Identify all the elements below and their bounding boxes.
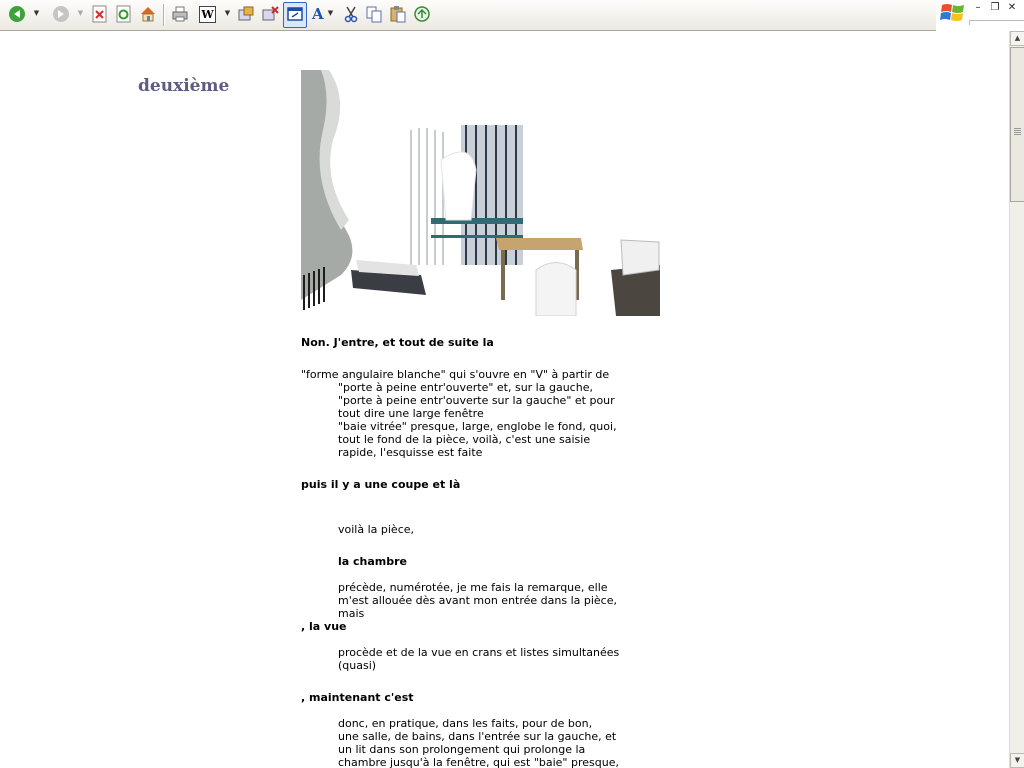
back-icon [8,5,26,23]
back-button[interactable] [8,5,26,23]
cut-icon [342,5,360,23]
browser-toolbar [0,0,936,31]
print-button[interactable] [171,5,189,23]
back-dropdown[interactable]: ▼ [33,9,40,17]
restore-button[interactable]: ❐ [990,2,1000,13]
forward-dropdown[interactable]: ▼ [77,9,84,17]
text-heading-4: , la vue [301,620,347,633]
discuss-icon [237,5,255,23]
vertical-scrollbar[interactable] [1009,31,1024,768]
new-window-icon [284,3,306,25]
paste-icon [389,5,407,23]
text-line: procède et de la vue en crans et listes simultanées [338,646,620,659]
refresh-page-icon [413,5,431,23]
throbber-divider [969,20,1024,25]
edit-dropdown[interactable]: ▼ [224,9,231,17]
messenger-icon [261,5,279,23]
text-line: tout dire une large fenêtre [338,407,484,420]
text-heading-5: , maintenant c'est [301,691,414,704]
home-button[interactable] [139,5,157,23]
forward-button[interactable] [52,5,70,23]
refresh-button[interactable] [115,5,133,23]
font-size-icon: A [312,5,324,23]
text-line: voilà la pièce, [338,523,415,536]
text-line: donc, en pratique, dans les faits, pour de bon, [338,717,593,730]
edit-button[interactable] [199,6,216,23]
stop-button[interactable] [91,5,109,23]
text-heading-3: la chambre [338,555,408,568]
home-icon [139,5,157,23]
copy-icon [365,5,383,23]
cut-button[interactable] [342,5,360,23]
font-size-dropdown[interactable]: ▼ [327,9,334,17]
room-photo [301,70,660,316]
copy-button[interactable] [365,5,383,23]
page-content [0,31,1009,768]
text-line: "forme angulaire blanche" qui s'ouvre en "V" à partir de [301,368,610,381]
text-line: précède, numérotée, je me fais la remarque, elle [338,581,608,594]
stop-icon [91,5,109,23]
go-button[interactable] [413,5,431,23]
scroll-thumb[interactable] [1010,47,1024,202]
text-line: m'est allouée dès avant mon entrée dans la pièce, [338,594,617,607]
scroll-down-button[interactable]: ▼ [1010,753,1024,768]
discuss-button[interactable] [237,5,255,23]
new-window-button[interactable] [283,2,307,28]
text-heading-1: Non. J'entre, et tout de suite la [301,336,494,349]
page-title: deuxième [138,76,230,96]
text-line: chambre jusqu'à la fenêtre, qui est "baie" presque, [338,756,619,768]
text-line: une salle, de bains, dans l'entrée sur la gauche, et [338,730,617,743]
text-line: "porte à peine entr'ouverte" et, sur la gauche, [338,381,593,394]
print-icon [171,5,189,23]
text-line: un lit dans son prolongement qui prolonge la [338,743,586,756]
text-line: (quasi) [338,659,377,672]
minimize-button[interactable]: – [975,2,981,13]
text-line: rapide, l'esquisse est faite [338,446,483,459]
edit-word-icon: W [201,8,214,21]
close-button[interactable]: ✕ [1007,2,1017,13]
text-line: mais [338,607,365,620]
scroll-up-button[interactable]: ▲ [1010,31,1024,46]
text-line: "porte à peine entr'ouverte sur la gauche" et pour [338,394,615,407]
messenger-button[interactable] [261,5,279,23]
text-line: tout le fond de la pièce, voilà, c'est une saisie [338,433,591,446]
windows-logo-icon [940,2,966,24]
text-line: "baie vitrée" presque, large, englobe le fond, quoi, [338,420,617,433]
grip-icon [1014,128,1021,135]
forward-icon [52,5,70,23]
text-heading-2: puis il y a une coupe et là [301,478,461,491]
paste-button[interactable] [389,5,407,23]
refresh-icon [115,5,133,23]
